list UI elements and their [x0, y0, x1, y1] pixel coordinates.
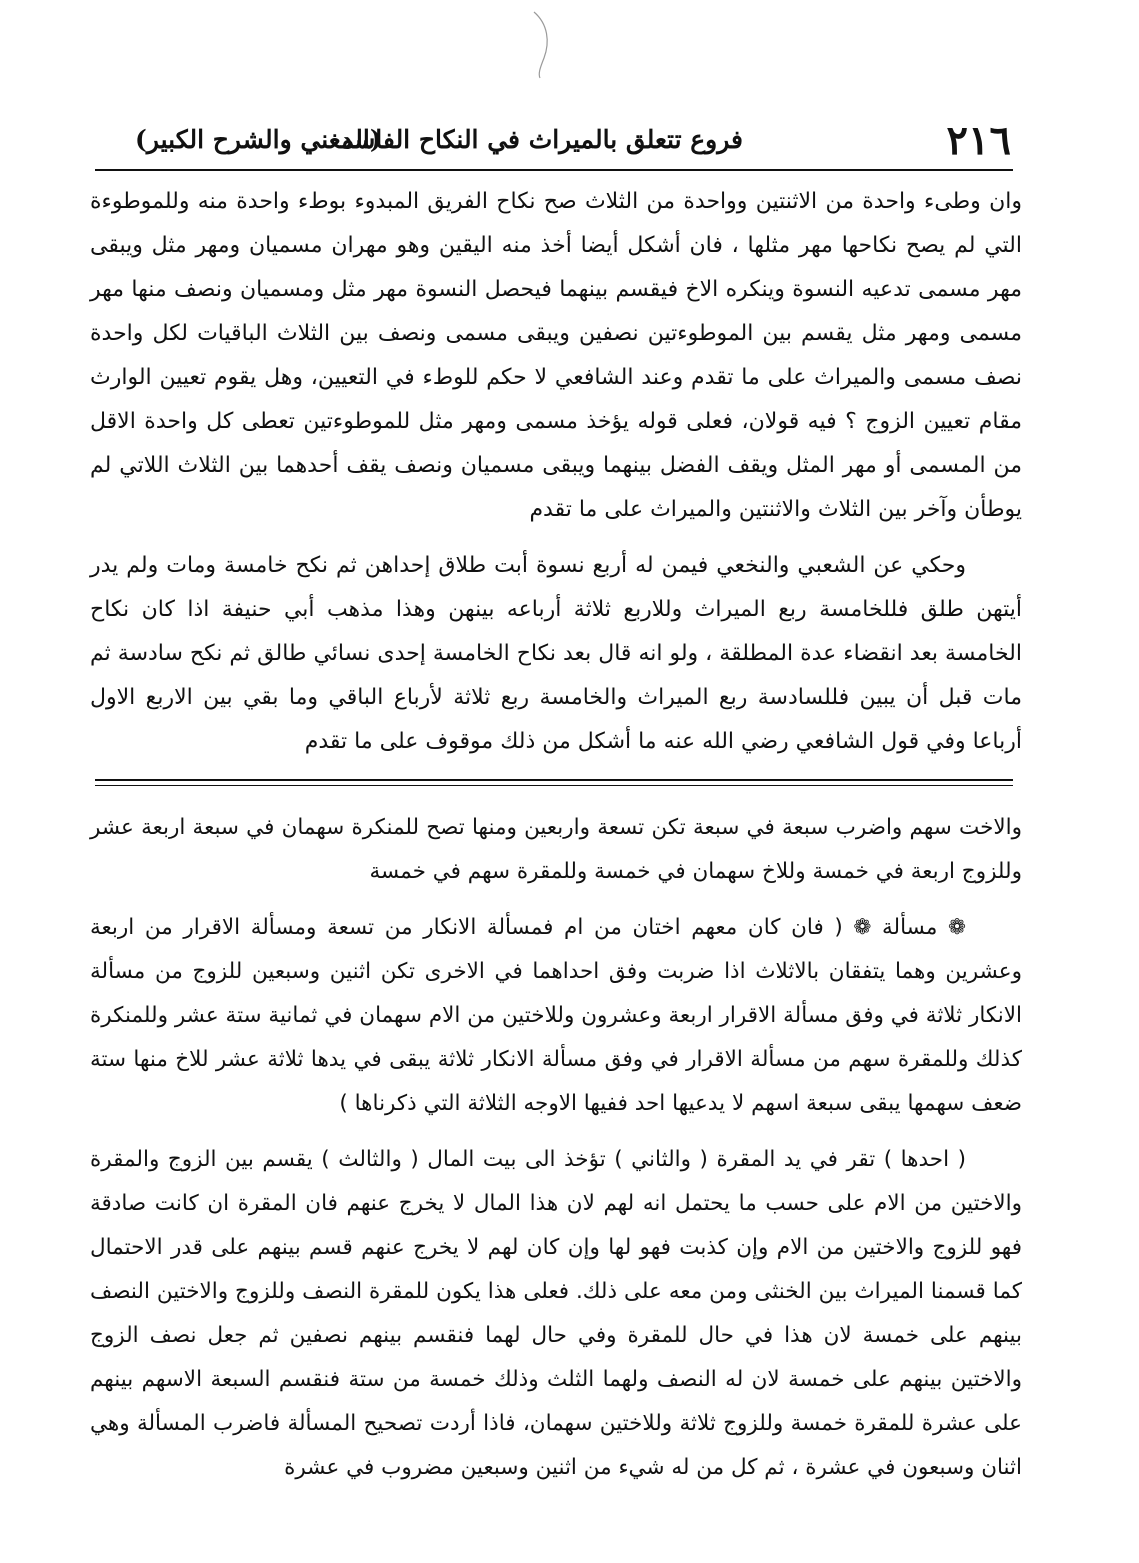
- commentary-text: [90, 806, 1022, 1502]
- header-rule: [95, 169, 1013, 171]
- page-number: ٢١٦: [946, 117, 1011, 164]
- section-separator: [95, 779, 1013, 789]
- main-text: [90, 180, 1022, 776]
- commentary-paragraph-2: ❁ مسألة ❁ ( فان كان معهم اختان من ام فمسألة الانكار من تسعة ومسألة الاقرار من اربعة وعشرين وهما يتفقان بالاثلاث اذا ضربت وفق احداهما في الاخرى تكن اثنين وسبعين للزوج من مسألة الانكار ثلاثة في وفق مسألة الاقرار اربعة وعشرون وللاختين من الام سهمان في ثمانية ستة عشر وللمنكرة كذلك وللمقرة سهم من مسألة الاقرار في وفق مسألة الانكار ثلاثة يبقى في يدها ثلاثة عشر للاخ منها ستة ضعف سهمها يبقى سبعة اسهم لا يدعيها احد ففيها الاوجه الثلاثة التي ذكرناها ): [90, 915, 1022, 1116]
- page-header: [135, 118, 1011, 168]
- pencil-scratch-mark: [520, 10, 560, 80]
- commentary-paragraph-1: والاخت سهم واضرب سبعة في سبعة تكن تسعة واربعين ومنها تصح للمنكرة سهمان في سبعة اربعة عشر وللزوج اربعة في خمسة وللاخ سهمان في خمسة وللمقرة سهم في خمسة: [90, 815, 1022, 884]
- main-paragraph-1: وان وطىء واحدة من الاثنتين وواحدة من الثلاث صح نكاح الفريق المبدوء بوطء واحدة منه وللموطوءة التي لم يصح نكاحها مهر مثلها ، فان أشكل أيضا أخذ منه اليقين وهو مهران مسميان ومهر مثل ويبقى مهر مسمى تدعيه النسوة وينكره الاخ فيقسم بينهما فيحصل النسوة مهر مثل ومسميان ونصف منها مهر مسمى ومهر مثل يقسم بين الموطوءتين نصفين ويبقى مسمى ونصف بين الثلاث الباقيات لكل واحدة نصف مسمى والميراث على ما تقدم وعند الشافعي لا حكم للوطء في التعيين، وهل يقوم تعيين الوارث مقام تعيين الزوج ؟ فيه قولان، فعلى قوله يؤخذ مسمى ومهر مثل للموطوءتين تعطى كل واحدة الاقل من المسمى أو مهر المثل ويقف الفضل بينهما ويبقى مسميان ونصف يقف أحدهما بين الثلاث اللاتي لم يوطأن وآخر بين الثلاث والاثنتين والميراث على ما تقدم: [90, 189, 1022, 522]
- main-paragraph-2: وحكي عن الشعبي والنخعي فيمن له أربع نسوة أبت طلاق إحداهن ثم نكح خامسة ومات ولم يدر أيتهن طلق فللخامسة ربع الميراث وللاربع ثلاثة أرباعه بينهن وهذا مذهب أبي حنيفة اذا كان نكاح الخامسة بعد انقضاء عدة المطلقة ، ولو انه قال بعد نكاح الخامسة إحدى نسائي طالق ثم نكح سادسة ثم مات قبل أن يبين فللسادسة ربع الميراث والخامسة ربع ثلاثة لأرباع الباقي وما بقي بين الاربع الاول أرباعا وفي قول الشافعي رضي الله عنه ما أشكل من ذلك موقوف على ما تقدم: [90, 553, 1022, 754]
- commentary-paragraph-3: ( احدها ) تقر في يد المقرة ( والثاني ) تؤخذ الى بيت المال ( والثالث ) يقسم بين الزوج والمقرة والاختين من الام على حسب ما يحتمل انه لهم لان هذا المال لا يخرج عنهم فان المقرة ان كانت صادقة فهو للزوج والاختين من الام وإن كذبت فهو لها وإن كان لهم لا يخرج عنهم قسم بينهم على قدر الاحتمال كما قسمنا الميراث بين الخنثى ومن معه على ذلك. فعلى هذا يكون للمقرة النصف وللزوج والاختين النصف بينهم على خمسة لان هذا في حال للمقرة وفي حال لهما فنقسم بينهم نصفين ثم جعل نصف الزوج والاختين بينهم على خمسة لان له النصف ولهما الثلث وذلك خمسة من ستة فنقسم السبعة الاسهم بينهم على عشرة للمقرة خمسة وللزوج ثلاثة وللاختين سهمان، فاذا أردت تصحيح المسألة فاضرب المسألة وهي اثنان وسبعون في عشرة ، ثم كل من له شيء من اثنين وسبعين مضروب في عشرة: [90, 1147, 1022, 1480]
- book-title: (المغني والشرح الكبير): [135, 125, 382, 154]
- running-title: فروع تتعلق بالميراث في النكاح الفاسد: [341, 125, 743, 154]
